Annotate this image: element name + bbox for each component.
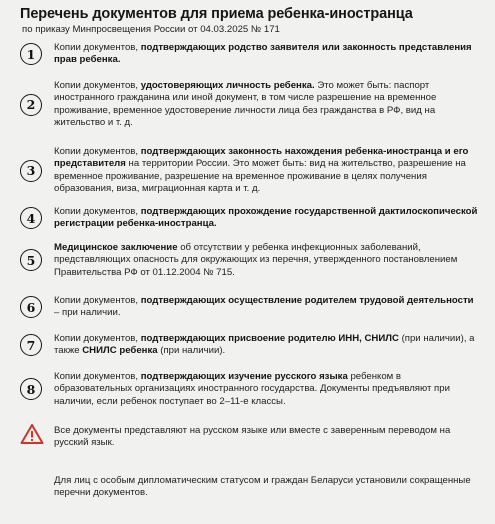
item-text-regular: (при наличии), а также xyxy=(54,333,475,357)
document-item xyxy=(20,371,481,408)
page-subtitle: по приказу Минпросвещения России от 04.03.2025 № 171 xyxy=(22,24,280,35)
item-text-regular: Копии документов, xyxy=(54,333,141,344)
warning-note xyxy=(20,425,481,450)
item-text xyxy=(54,42,481,67)
warning-note-text: Все документы представляют на русском языке или вместе с заверенным переводом на русский язык. xyxy=(54,425,451,449)
item-text-bold: подтверждающих законность нахождения ребенка-иностранца и его представителя xyxy=(54,146,469,170)
item-text-bold: подтверждающих изучение русского языка xyxy=(140,371,348,382)
document-item xyxy=(20,42,481,67)
item-text-regular: ребенком в образовательных организациях иностранного государства. Документы предъявляют при наличии, если ребенок поступает во 2–11-е классы. xyxy=(54,371,450,407)
item-text-regular: Копии документов, xyxy=(54,80,141,91)
item-text-regular: (при наличии). xyxy=(157,345,226,357)
item-text-bold: удостоверяющих личность ребенка. xyxy=(140,80,315,91)
document-item xyxy=(20,242,481,279)
item-number-badge: 3 xyxy=(20,160,42,182)
item-text-bold: СНИЛС ребенка xyxy=(82,345,158,357)
info-note-text: Для лиц с особым дипломатическим статусом и граждан Беларуси установили сокращенные перечни документов. xyxy=(54,475,471,499)
item-text-bold: подтверждающих присвоение родителю ИНН, СНИЛС xyxy=(140,333,399,344)
item-text xyxy=(54,333,481,358)
item-text-regular: Копии документов, xyxy=(54,42,141,53)
item-text-regular: об отсутствии у ребенка инфекционных заболеваний, представляющих опасность для окружающих из перечня, утвержденного постановлением Правительства РФ от 01.12.2004 № 715. xyxy=(54,242,458,278)
item-text xyxy=(54,146,481,195)
item-text xyxy=(54,242,481,279)
item-text-bold: подтверждающих прохождение государственной дактилоскопической регистрации ребенка-иностранца. xyxy=(54,206,478,230)
document-item xyxy=(20,333,481,358)
item-text-bold: Медицинское заключение xyxy=(54,242,178,253)
document-item xyxy=(20,295,481,320)
item-text xyxy=(54,80,481,129)
item-number-badge: 2 xyxy=(20,94,42,116)
page-title: Перечень документов для приема ребенка-иностранца xyxy=(20,6,413,22)
item-text-bold: подтверждающих родство заявителя или законность представления прав ребенка. xyxy=(54,42,472,66)
item-text xyxy=(54,371,481,408)
item-number-badge: 7 xyxy=(20,334,42,356)
item-text xyxy=(54,206,481,231)
item-text-regular: Копии документов, xyxy=(54,371,141,382)
item-number-badge: 4 xyxy=(20,207,42,229)
item-text-regular: на территории России. Это может быть: вид на жительство, разрешение на временное проживание, разрешение на временное проживание в целях получения образования, виза, миграционная карта и т. д. xyxy=(54,158,466,194)
item-text-regular: Копии документов, xyxy=(54,146,141,157)
warning-triangle-icon xyxy=(20,423,44,445)
item-text-regular: Копии документов, xyxy=(54,295,141,306)
item-text-regular: Это может быть: паспорт иностранного гражданина или иной документ, в том числе разрешение на временное проживание, временное удостоверение личности лица без гражданства в РФ, вид на жительство и т. д. xyxy=(54,80,437,128)
item-text-bold: подтверждающих осуществление родителем трудовой деятельности xyxy=(140,295,474,306)
item-text xyxy=(54,295,481,320)
item-number-badge: 1 xyxy=(20,43,42,65)
item-text-regular: Копии документов, xyxy=(54,206,141,217)
item-text-regular: – при наличии. xyxy=(54,307,121,319)
item-number-badge: 5 xyxy=(20,249,42,271)
item-number-badge: 8 xyxy=(20,378,42,400)
document-item xyxy=(20,80,481,129)
document-item xyxy=(20,146,481,195)
item-number-badge: 6 xyxy=(20,296,42,318)
document-item xyxy=(20,206,481,231)
